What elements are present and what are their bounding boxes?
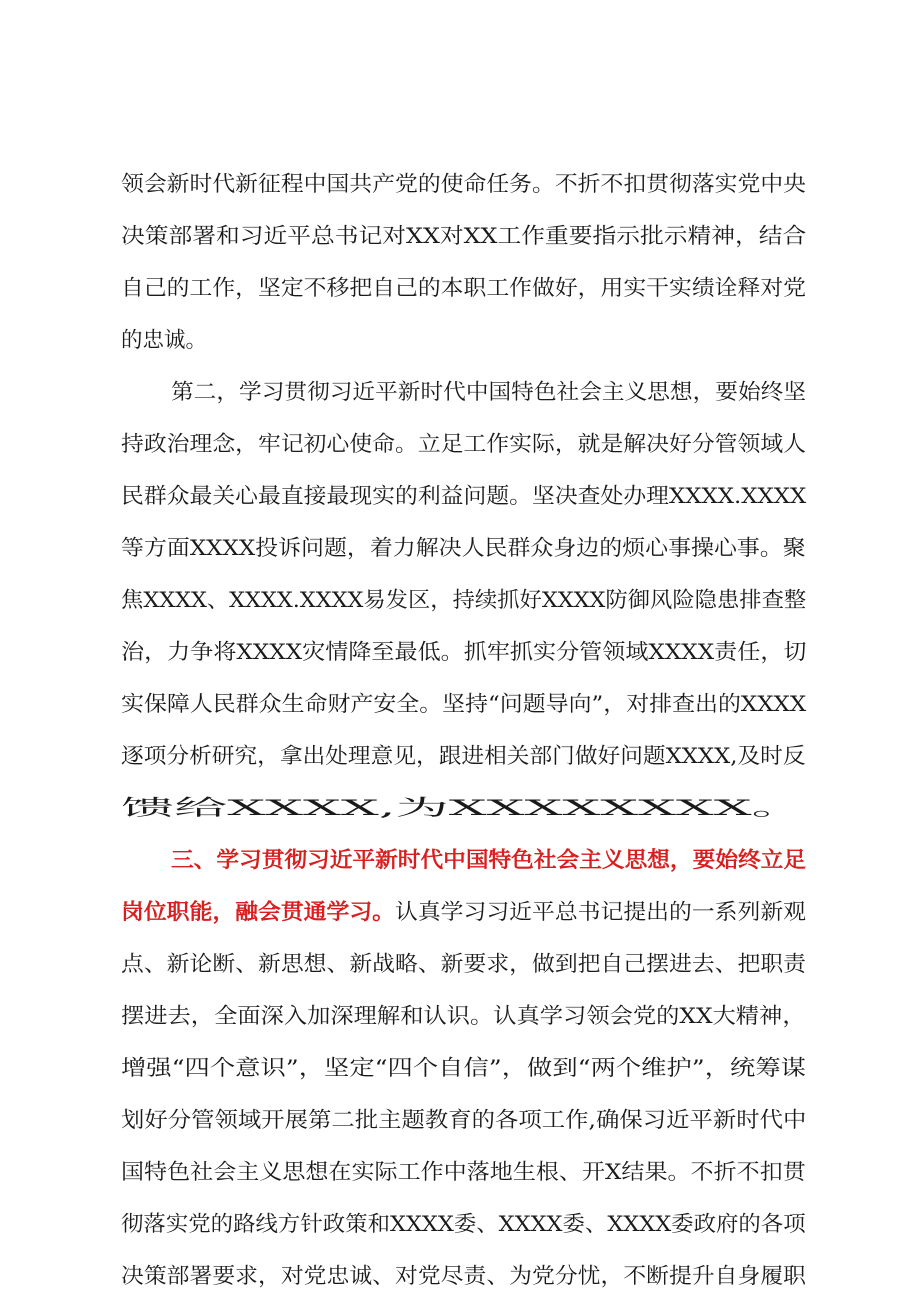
text-line-11 <box>121 694 806 716</box>
text-line-2 <box>121 226 806 248</box>
text-line-22 <box>121 1266 806 1288</box>
line-text: 馈给XXXX,为XXXXXXXX。 <box>121 796 805 821</box>
line-text: 焦XXXX、XXXX.XXXX易发区，持续抓好XXXX防御风险隐患排查整 <box>121 588 807 613</box>
line-text: 领会新时代新征程中国共产党的使命任务。不折不扣贯彻落实党中央 <box>121 172 807 197</box>
line-text: 逐项分析研究，拿出处理意见，跟进相关部门做好问题XXXX,及时反 <box>121 744 806 769</box>
line-text: 国特色社会主义思想在实际工作中落地生根、开X结果。不折不扣贯 <box>121 1160 806 1185</box>
line-text: 民群众最关心最直接最现实的利益问题。坚决查处办理XXXX.XXXX <box>121 484 807 509</box>
text-line-7 <box>121 486 806 508</box>
line-text: 实保障人民群众生命财产安全。坚持“问题导向”，对排查出的XXXX <box>121 692 807 717</box>
paragraph-2-first-line <box>171 382 806 404</box>
line-text: 自己的工作，坚定不移把自己的本职工作做好，用实干实绩诠释对党 <box>121 276 807 301</box>
text-line-4 <box>121 330 207 352</box>
text-line-1 <box>121 174 806 196</box>
line-text: 划好分管领域开展第二批主题教育的各项工作,确保习近平新时代中 <box>121 1108 807 1133</box>
line-text: 增强“四个意识”，坚定“四个自信”，做到“两个维护”，统筹谋 <box>121 1056 806 1081</box>
line-text: 第二，学习贯彻习近平新时代中国特色社会主义思想，要始终坚 <box>171 380 807 405</box>
text-line-8 <box>121 538 806 560</box>
text-line-21 <box>121 1214 806 1236</box>
text-line-9 <box>121 590 806 612</box>
text-line-6 <box>121 434 806 456</box>
line-text: 等方面XXXX投诉问题，着力解决人民群众身边的烦心事操心事。聚 <box>121 536 806 561</box>
line-text: 摆进去，全面深入加深理解和认识。认真学习领会党的XX大精神， <box>121 1004 806 1029</box>
line-text: 认真学习习近平总书记提出的一系列新观 <box>395 900 807 925</box>
section-heading-text: 三、学习贯彻习近平新时代中国特色社会主义思想，要始终立足 <box>171 848 807 873</box>
line-text: 点、新论断、新思想、新战略、新要求，做到把自己摆进去、把职责 <box>121 952 807 977</box>
text-line-12 <box>121 746 806 768</box>
section-3-heading-line-2 <box>121 902 806 924</box>
section-3-heading-line-1 <box>171 850 806 872</box>
text-line-19 <box>121 1110 806 1132</box>
text-line-3 <box>121 278 806 300</box>
line-text: 决策部署和习近平总书记对XX对XX工作重要指示批示精神，结合 <box>121 224 807 249</box>
line-text: 持政治理念，牢记初心使命。立足工作实际，就是解决好分管领域人 <box>121 432 807 457</box>
text-line-13 <box>121 798 805 820</box>
line-text: 决策部署要求，对党忠诚、对党尽责、为党分忧，不断提升自身履职 <box>121 1264 807 1289</box>
text-line-18 <box>121 1058 806 1080</box>
text-line-16 <box>121 954 806 976</box>
text-line-17 <box>121 1006 806 1028</box>
line-text: 治，力争将XXXX灾情降至最低。抓牢抓实分管领域XXXX责任，切 <box>121 640 807 665</box>
text-line-20 <box>121 1162 806 1184</box>
line-text: 的忠诚。 <box>121 328 208 353</box>
line-text: 彻落实党的路线方针政策和XXXX委、XXXX委、XXXX委政府的各项 <box>121 1212 806 1237</box>
text-line-10 <box>121 642 806 664</box>
section-heading-text: 岗位职能，融会贯通学习。 <box>121 900 396 925</box>
